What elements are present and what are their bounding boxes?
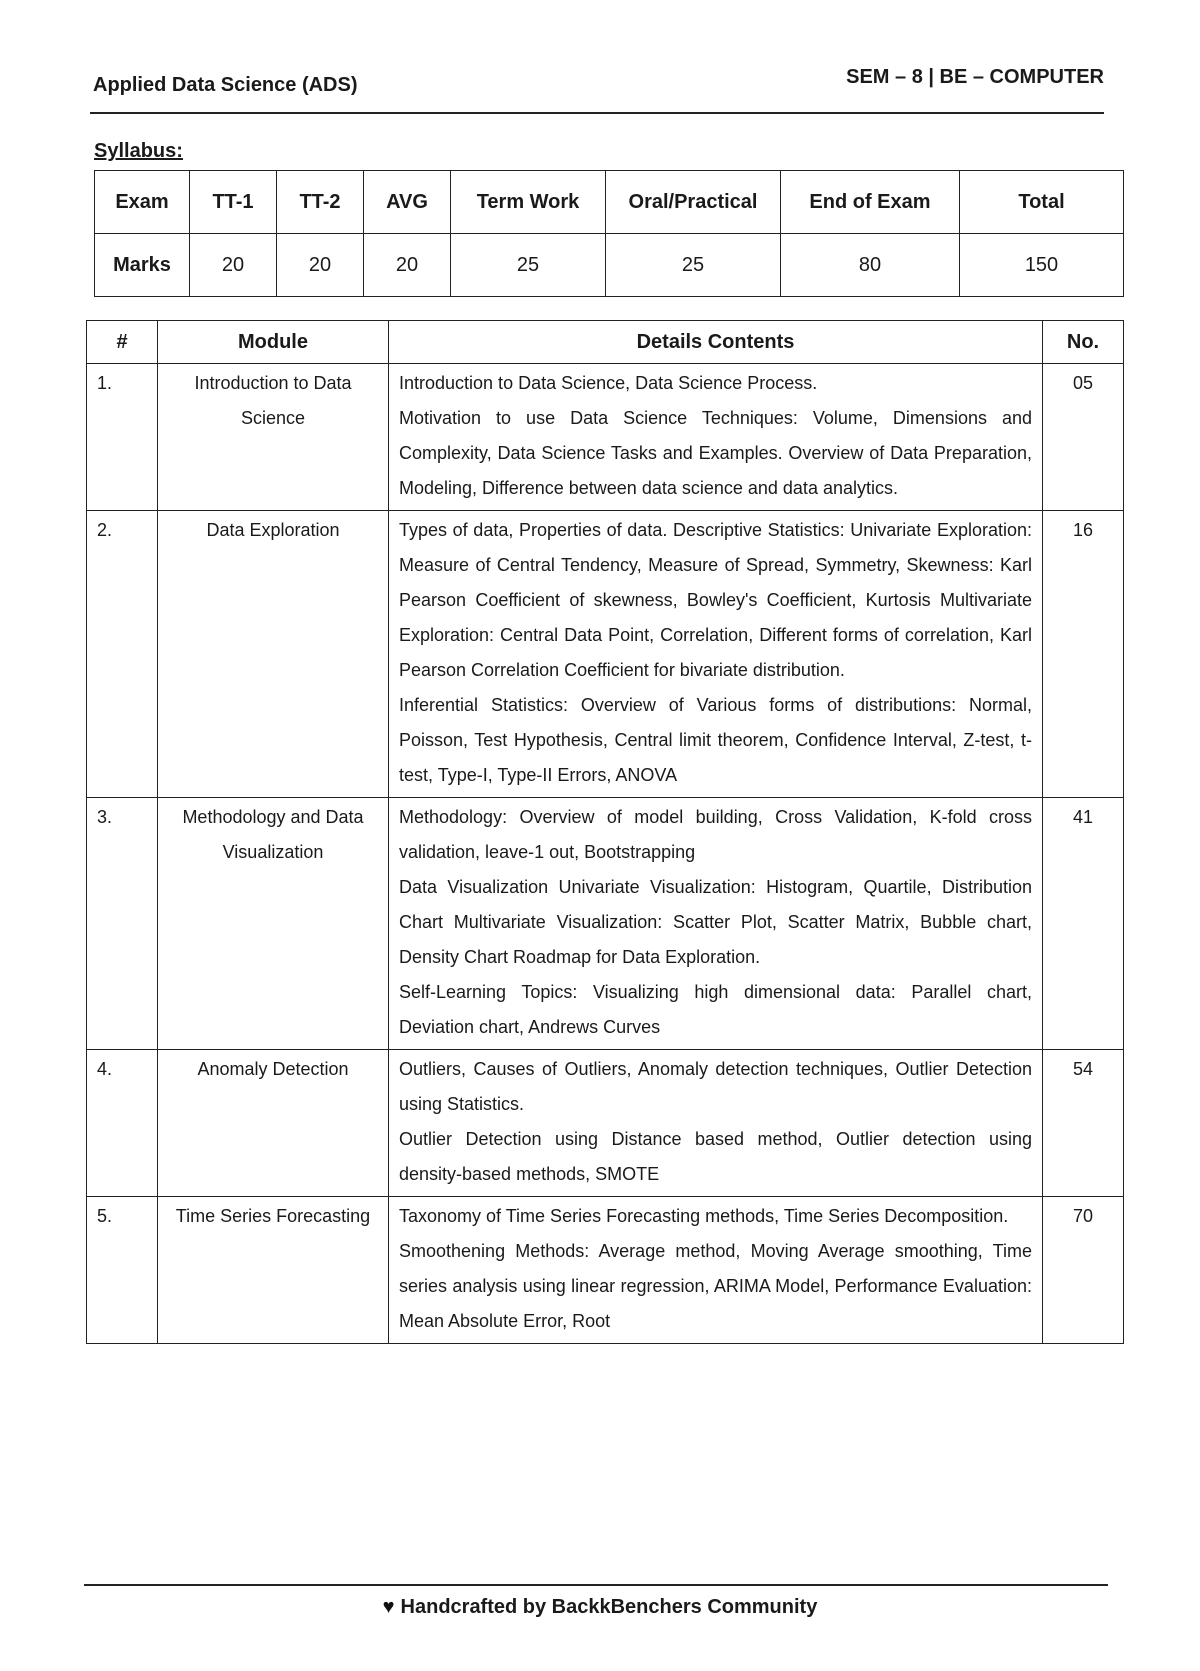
marks-header-cell: AVG <box>364 171 451 234</box>
marks-header-cell: TT-2 <box>277 171 364 234</box>
marks-value-cell: 20 <box>190 234 277 297</box>
details-paragraph: Outlier Detection using Distance based method, Outlier detection using density-based methods, SMOTE <box>399 1129 1032 1184</box>
course-title: Applied Data Science (ADS) <box>93 74 358 96</box>
marks-value-cell: 25 <box>451 234 606 297</box>
marks-value-cell: 25 <box>606 234 781 297</box>
module-number: 4. <box>87 1050 158 1197</box>
module-details <box>389 1197 1043 1344</box>
header-hours: No. <box>1043 321 1124 364</box>
details-paragraph: Data Visualization Univariate Visualization: Histogram, Quartile, Distribution Chart Multivariate Visualization: Scatter Plot, Scatter Matrix, Bubble chart, Density Chart Roadmap for Data Exploration. <box>399 877 1032 967</box>
header-details: Details Contents <box>389 321 1043 364</box>
module-name: Time Series Forecasting <box>158 1197 389 1344</box>
marks-value-cell: Marks <box>95 234 190 297</box>
module-hours: 70 <box>1043 1197 1124 1344</box>
marks-value-row <box>95 234 1124 297</box>
module-details <box>389 364 1043 511</box>
module-details <box>389 511 1043 798</box>
header-divider <box>90 112 1104 114</box>
module-hours: 05 <box>1043 364 1124 511</box>
module-details <box>389 1050 1043 1197</box>
details-paragraph: Inferential Statistics: Overview of Various forms of distributions: Normal, Poisson, Test Hypothesis, Central limit theorem, Confidence Interval, Z-test, t-test, Type-I, Type-II Errors, ANOVA <box>399 695 1032 785</box>
module-hours: 41 <box>1043 798 1124 1050</box>
table-row <box>87 1197 1124 1344</box>
details-paragraph: Self-Learning Topics: Visualizing high dimensional data: Parallel chart, Deviation chart, Andrews Curves <box>399 982 1032 1037</box>
header-module: Module <box>158 321 389 364</box>
marks-header-row <box>95 171 1124 234</box>
table-row <box>87 511 1124 798</box>
syllabus-heading: Syllabus: <box>94 140 183 162</box>
details-paragraph: Methodology: Overview of model building, Cross Validation, K-fold cross validation, leave-1 out, Bootstrapping <box>399 807 1032 862</box>
module-hours: 54 <box>1043 1050 1124 1197</box>
marks-value-cell: 20 <box>364 234 451 297</box>
marks-header-cell: End of Exam <box>781 171 960 234</box>
module-number: 2. <box>87 511 158 798</box>
details-paragraph: Taxonomy of Time Series Forecasting methods, Time Series Decomposition. <box>399 1206 1009 1226</box>
module-number: 5. <box>87 1197 158 1344</box>
marks-header-cell: Term Work <box>451 171 606 234</box>
heart-icon: ♥ <box>382 1596 395 1618</box>
marks-header-cell: Oral/Practical <box>606 171 781 234</box>
header-number: # <box>87 321 158 364</box>
syllabus-table <box>86 320 1124 1344</box>
module-details <box>389 798 1043 1050</box>
module-number: 1. <box>87 364 158 511</box>
footer-text: Handcrafted by BackkBenchers Community <box>400 1596 818 1618</box>
details-paragraph: Smoothening Methods: Average method, Moving Average smoothing, Time series analysis using linear regression, ARIMA Model, Performance Evaluation: Mean Absolute Error, Root <box>399 1241 1032 1331</box>
details-paragraph: Introduction to Data Science, Data Science Process. <box>399 373 818 393</box>
table-row <box>87 1050 1124 1197</box>
module-name: Data Exploration <box>158 511 389 798</box>
table-row <box>87 364 1124 511</box>
marks-value-cell: 150 <box>960 234 1124 297</box>
marks-value-cell: 80 <box>781 234 960 297</box>
footer-divider <box>84 1584 1108 1586</box>
module-name: Methodology and Data Visualization <box>158 798 389 1050</box>
module-name: Introduction to Data Science <box>158 364 389 511</box>
details-paragraph: Outliers, Causes of Outliers, Anomaly detection techniques, Outlier Detection using Statistics. <box>399 1059 1032 1114</box>
details-paragraph: Motivation to use Data Science Techniques: Volume, Dimensions and Complexity, Data Science Tasks and Examples. Overview of Data Preparation, Modeling, Difference between data science and data analytics. <box>399 408 1032 498</box>
syllabus-header-row <box>87 321 1124 364</box>
table-row <box>87 798 1124 1050</box>
marks-header-cell: Exam <box>95 171 190 234</box>
semester-label: SEM – 8 | BE – COMPUTER <box>846 66 1104 88</box>
module-name: Anomaly Detection <box>158 1050 389 1197</box>
module-number: 3. <box>87 798 158 1050</box>
footer-credit <box>0 1596 1200 1619</box>
details-paragraph: Types of data, Properties of data. Descriptive Statistics: Univariate Exploration: Measure of Central Tendency, Measure of Spread, Symmetry, Skewness: Karl Pearson Coefficient of skewness, Bowley's Coefficient, Kurtosis Multivariate Exploration: Central Data Point, Correlation, Different forms of correlation, Karl Pearson Correlation Coefficient for bivariate distribution. <box>399 520 1032 680</box>
module-hours: 16 <box>1043 511 1124 798</box>
marks-table <box>94 170 1124 297</box>
marks-header-cell: Total <box>960 171 1124 234</box>
marks-header-cell: TT-1 <box>190 171 277 234</box>
marks-value-cell: 20 <box>277 234 364 297</box>
